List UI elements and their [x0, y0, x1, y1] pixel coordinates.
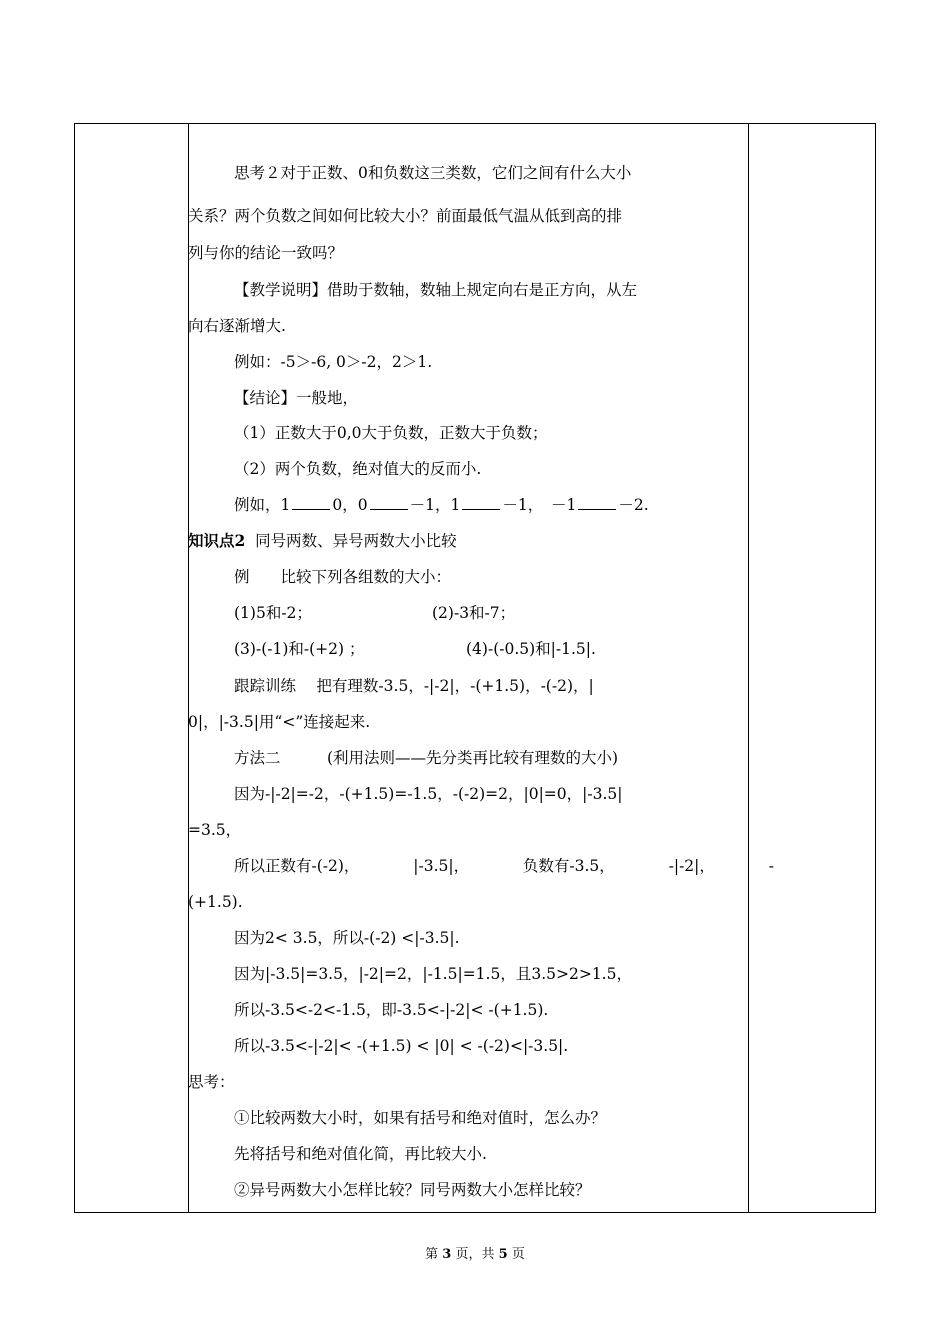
tracking-exercise: 跟踪训练 把有理数-3.5，-|-2|，-(+1.5)，-(-2)，|	[234, 677, 594, 695]
fill-in-example	[234, 495, 649, 515]
classification-part: |-3.5|，	[413, 857, 470, 875]
classification-part: -|-2|，	[668, 857, 715, 875]
think-2-question-end: 列与你的结论一致吗？	[188, 244, 344, 262]
method-two: 方法二 (利用法则——先分类再比较有理数的大小)	[234, 749, 619, 767]
classification-part: 负数有-3.5，	[522, 857, 615, 875]
footer-mid: 页，共	[455, 1247, 495, 1262]
fill-in-part: 例如，1	[234, 496, 291, 514]
page-footer	[0, 1246, 950, 1264]
example-item-2: (2)-3和-7；	[432, 604, 516, 622]
fill-in-part: －1， －1	[502, 496, 577, 514]
answer-blank[interactable]	[370, 495, 408, 510]
fill-in-part: 0，0	[332, 496, 368, 514]
conclusion-rule-2: （2）两个负数，绝对值大的反而小.	[234, 460, 482, 478]
think-heading: 思考：	[188, 1073, 235, 1091]
solution-final: 所以-3.5<-|-2|< -(+1.5) < |0| < -(-2)<|-3.5|.	[234, 1037, 569, 1055]
conclusion-heading: 【结论】一般地，	[234, 389, 359, 407]
fill-in-part: －1，1	[409, 496, 461, 514]
knowledge-point-2	[188, 531, 457, 551]
footer-suffix: 页	[511, 1247, 525, 1262]
table-column-divider-right	[748, 124, 749, 1212]
solution-step-2: 因为2< 3.5，所以-(-2) <|-3.5|.	[234, 929, 460, 947]
think-answer-1: 先将括号和绝对值化简，再比较大小.	[234, 1145, 487, 1163]
example-item-1: (1)5和-2；	[234, 604, 312, 622]
answer-blank[interactable]	[578, 495, 616, 510]
teaching-note: 【教学说明】借助于数轴，数轴上规定向右是正方向，从左	[234, 281, 638, 299]
example-prompt: 例 比较下列各组数的大小：	[234, 568, 452, 586]
knowledge-point-title: 同号两数、异号两数大小比较	[255, 532, 457, 550]
think-2-question: 思考２对于正数、0和负数这三类数，它们之间有什么大小	[234, 164, 632, 182]
solution-step-3: 因为|-3.5|=3.5，|-2|=2，|-1.5|=1.5，且3.5>2>1.5，	[234, 965, 632, 983]
think-question-2: ②异号两数大小怎样比较？同号两数大小怎样比较？	[234, 1181, 591, 1199]
tracking-exercise-cont: 0|，|-3.5|用“<”连接起来.	[188, 713, 371, 731]
fill-in-part: －2.	[618, 496, 649, 514]
knowledge-point-label: 知识点2	[188, 531, 246, 550]
example-item-4: (4)-(-0.5)和|-1.5|.	[466, 640, 596, 658]
footer-prefix: 第	[425, 1247, 439, 1262]
answer-blank[interactable]	[462, 495, 500, 510]
think-2-question-cont: 关系？两个负数之间如何比较大小？前面最低气温从低到高的排	[188, 207, 623, 225]
current-page-number: 3	[442, 1247, 452, 1262]
solution-classification	[234, 856, 774, 876]
example-item-3: (3)-(-1)和-(+2) ；	[234, 640, 365, 658]
table-column-divider-left	[188, 124, 189, 1212]
total-pages-number: 5	[498, 1247, 508, 1262]
classification-part: 所以正数有-(-2)，	[234, 857, 360, 875]
conclusion-rule-1: （1）正数大于0,0大于负数，正数大于负数；	[234, 424, 548, 442]
solution-step-4: 所以-3.5<-2<-1.5，即-3.5<-|-2|< -(+1.5).	[234, 1001, 549, 1019]
classification-part: -	[768, 857, 774, 875]
example-comparison: 例如：-5＞-6, 0＞-2，2＞1.	[234, 353, 433, 371]
solution-step-1: 因为-|-2|=-2，-(+1.5)=-1.5，-(-2)=2，|0|=0，|-3.5|	[234, 785, 623, 803]
answer-blank[interactable]	[292, 495, 330, 510]
solution-step-1-cont: =3.5，	[188, 821, 242, 839]
solution-classification-cont: (+1.5).	[188, 893, 243, 911]
teaching-note-cont: 向右逐渐增大.	[188, 317, 286, 335]
think-question-1: ①比较两数大小时，如果有括号和绝对值时，怎么办？	[234, 1109, 607, 1127]
